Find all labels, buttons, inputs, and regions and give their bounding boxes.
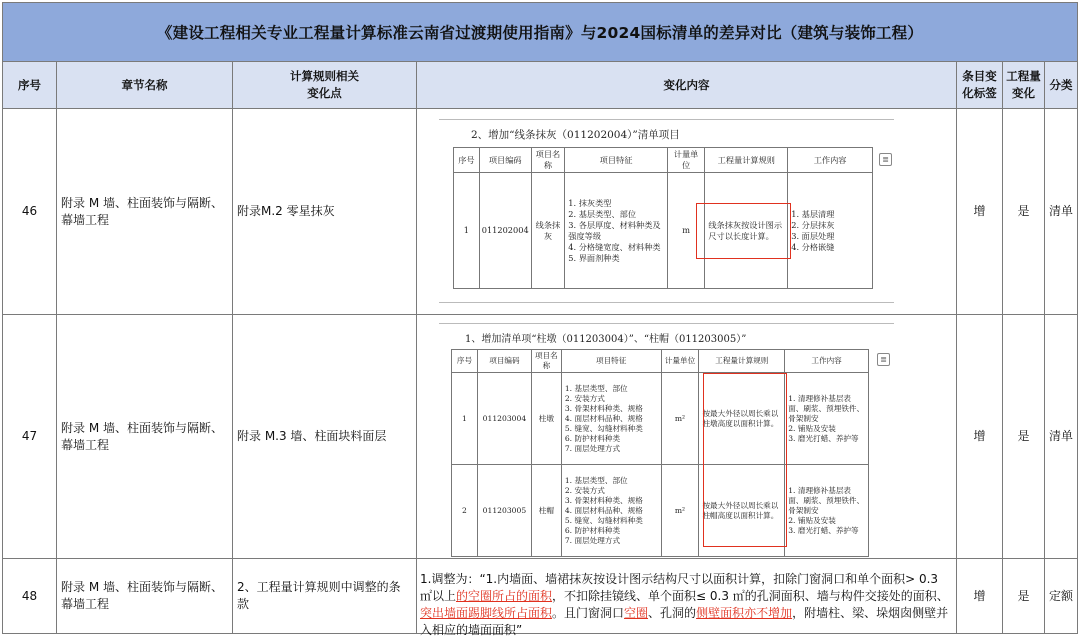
header-tag-line1: 条目变	[962, 69, 997, 83]
highlight-box	[696, 203, 791, 259]
col-unit: 计量单位	[661, 350, 699, 373]
row-rule: 附录M.2 零星抹灰	[233, 109, 417, 314]
col-seq: 序号	[454, 148, 480, 173]
col-unit: 计量单位	[667, 148, 705, 173]
row-chapter: 附录 M 墙、柱面装饰与隔断、幕墙工程	[57, 559, 233, 633]
row-category: 清单	[1048, 429, 1073, 443]
row-qty: 是	[1003, 109, 1045, 314]
header-tag	[957, 62, 1003, 108]
cell-seq: 1	[454, 173, 480, 289]
row-seq: 46	[3, 109, 57, 314]
row-category: 定额	[1048, 588, 1073, 603]
excerpt-table	[451, 349, 869, 557]
header-qty-line2: 变化	[1012, 86, 1035, 100]
header-tag-line2: 化标签	[962, 86, 997, 100]
row-category: 清单	[1048, 204, 1073, 218]
header-qty	[1003, 62, 1045, 108]
row-change-content	[417, 109, 957, 314]
row-seq: 47	[3, 315, 57, 558]
comparison-sheet	[2, 2, 1078, 637]
cell-features: 1. 抹灰类型 2. 基层类型、部位 3. 各层厚度、材料种类及强度等级 4. 分格缝宽度、材料种类 5. 界面剂种类	[565, 173, 668, 289]
row-chapter: 附录 M 墙、柱面装饰与隔断、幕墙工程	[57, 315, 233, 558]
row-tag: 增	[957, 559, 1003, 633]
header-rule-change	[233, 62, 417, 108]
header-chapter: 章节名称	[57, 62, 233, 108]
excerpt-caption: 1、增加清单项“柱墩（011203004）”、“柱帽（011203005）”	[465, 334, 747, 345]
row-rule: 附录 M.3 墙、柱面块料面层	[233, 315, 417, 558]
row-tag: 增	[957, 315, 1003, 558]
col-features: 项目特征	[561, 350, 661, 373]
header-change-content: 变化内容	[417, 62, 957, 108]
table-icon[interactable]: ≣	[879, 153, 892, 166]
col-rule: 工程量计算规则	[705, 148, 788, 173]
cell-unit: m	[667, 173, 705, 289]
row-qty: 是	[1003, 559, 1045, 633]
excerpt-caption: 2、增加“线条抹灰（011202004）”清单项目	[471, 129, 680, 141]
standard-excerpt-47	[439, 323, 909, 555]
header-qty-line1: 工程量	[1006, 69, 1041, 83]
row-rule: 2、工程量计算规则中调整的条款	[233, 559, 417, 633]
table-row	[3, 315, 1077, 559]
col-code: 项目编码	[479, 148, 531, 173]
row-tag: 增	[957, 109, 1003, 314]
standard-excerpt-46	[439, 119, 909, 305]
col-features: 项目特征	[565, 148, 668, 173]
excerpt-item-row: 1 011203004 柱墩 1. 基层类型、部位 2. 安装方式 3. 骨架材料种类、规格 4. 面层材料品种、规格 5. 缝宽、勾缝材料种类 6. 防护材料种类 7. 面层处理方式 m² 按最大外径以周长乘以柱墩高度以面积计算。 1. 清理修补基层表面、刷浆、预埋铁件、骨架制安 2. 铺贴及安装 3. 磨光打蜡、养护等	[452, 373, 869, 465]
table-icon[interactable]: ≣	[877, 353, 890, 366]
col-work: 工作内容	[788, 148, 873, 173]
row-chapter: 附录 M 墙、柱面装饰与隔断、幕墙工程	[57, 109, 233, 314]
header-category: 分类	[1049, 77, 1073, 92]
sheet-title: 《建设工程相关专业工程量计算标准云南省过渡期使用指南》与2024国标清单的差异对比（建筑与装饰工程）	[3, 3, 1077, 62]
table-row	[3, 109, 1077, 315]
col-seq: 序号	[452, 350, 478, 373]
cell-name: 线条抹灰	[531, 173, 565, 289]
header-row	[3, 62, 1077, 109]
cell-code: 011202004	[479, 173, 531, 289]
excerpt-table	[453, 147, 873, 289]
col-work: 工作内容	[785, 350, 869, 373]
row-seq: 48	[3, 559, 57, 633]
excerpt-item-row: 2 011203005 柱帽 1. 基层类型、部位 2. 安装方式 3. 骨架材料种类、规格 4. 面层材料品种、规格 5. 缝宽、勾缝材料种类 6. 防护材料种类 7. 面层处理方式 m² 按最大外径以周长乘以柱帽高度以面积计算。 1. 清理修补基层表面、刷浆、预埋铁件、骨架制安 2. 铺贴及安装 3. 磨光打蜡、养护等	[452, 465, 869, 557]
cell-rule: 线条抹灰按设计图示尺寸以长度计算。	[705, 173, 788, 289]
header-seq: 序号	[3, 62, 57, 108]
highlight-box	[703, 373, 787, 547]
row-change-text: 1.调整为：“1.内墙面、墙裙抹灰按设计图示结构尺寸以面积计算，扣除门窗洞口和单个面积> 0.3 ㎡以上的空圈所占的面积，不扣除挂镜线、单个面积≤ 0.3 ㎡的孔洞面积、墙与构件交接处的面积、突出墙面踢脚线所占面积。且门窗洞口空圈、孔洞的侧壁面积亦不增加，附墙柱、梁、垛烟囱侧壁并入相应的墙面面积”	[417, 559, 957, 633]
col-code: 项目编码	[477, 350, 531, 373]
row-change-content	[417, 315, 957, 558]
table-row	[3, 559, 1077, 637]
cell-work: 1. 基层清理 2. 分层抹灰 3. 面层处理 4. 分格嵌缝	[788, 173, 873, 289]
col-name: 项目名称	[531, 350, 561, 373]
col-name: 项目名称	[531, 148, 565, 173]
row-qty: 是	[1003, 315, 1045, 558]
col-rule: 工程量计算规则	[699, 350, 785, 373]
header-rule-change-line2: 变化点	[307, 86, 342, 100]
header-rule-change-line1: 计算规则相关	[290, 69, 359, 83]
